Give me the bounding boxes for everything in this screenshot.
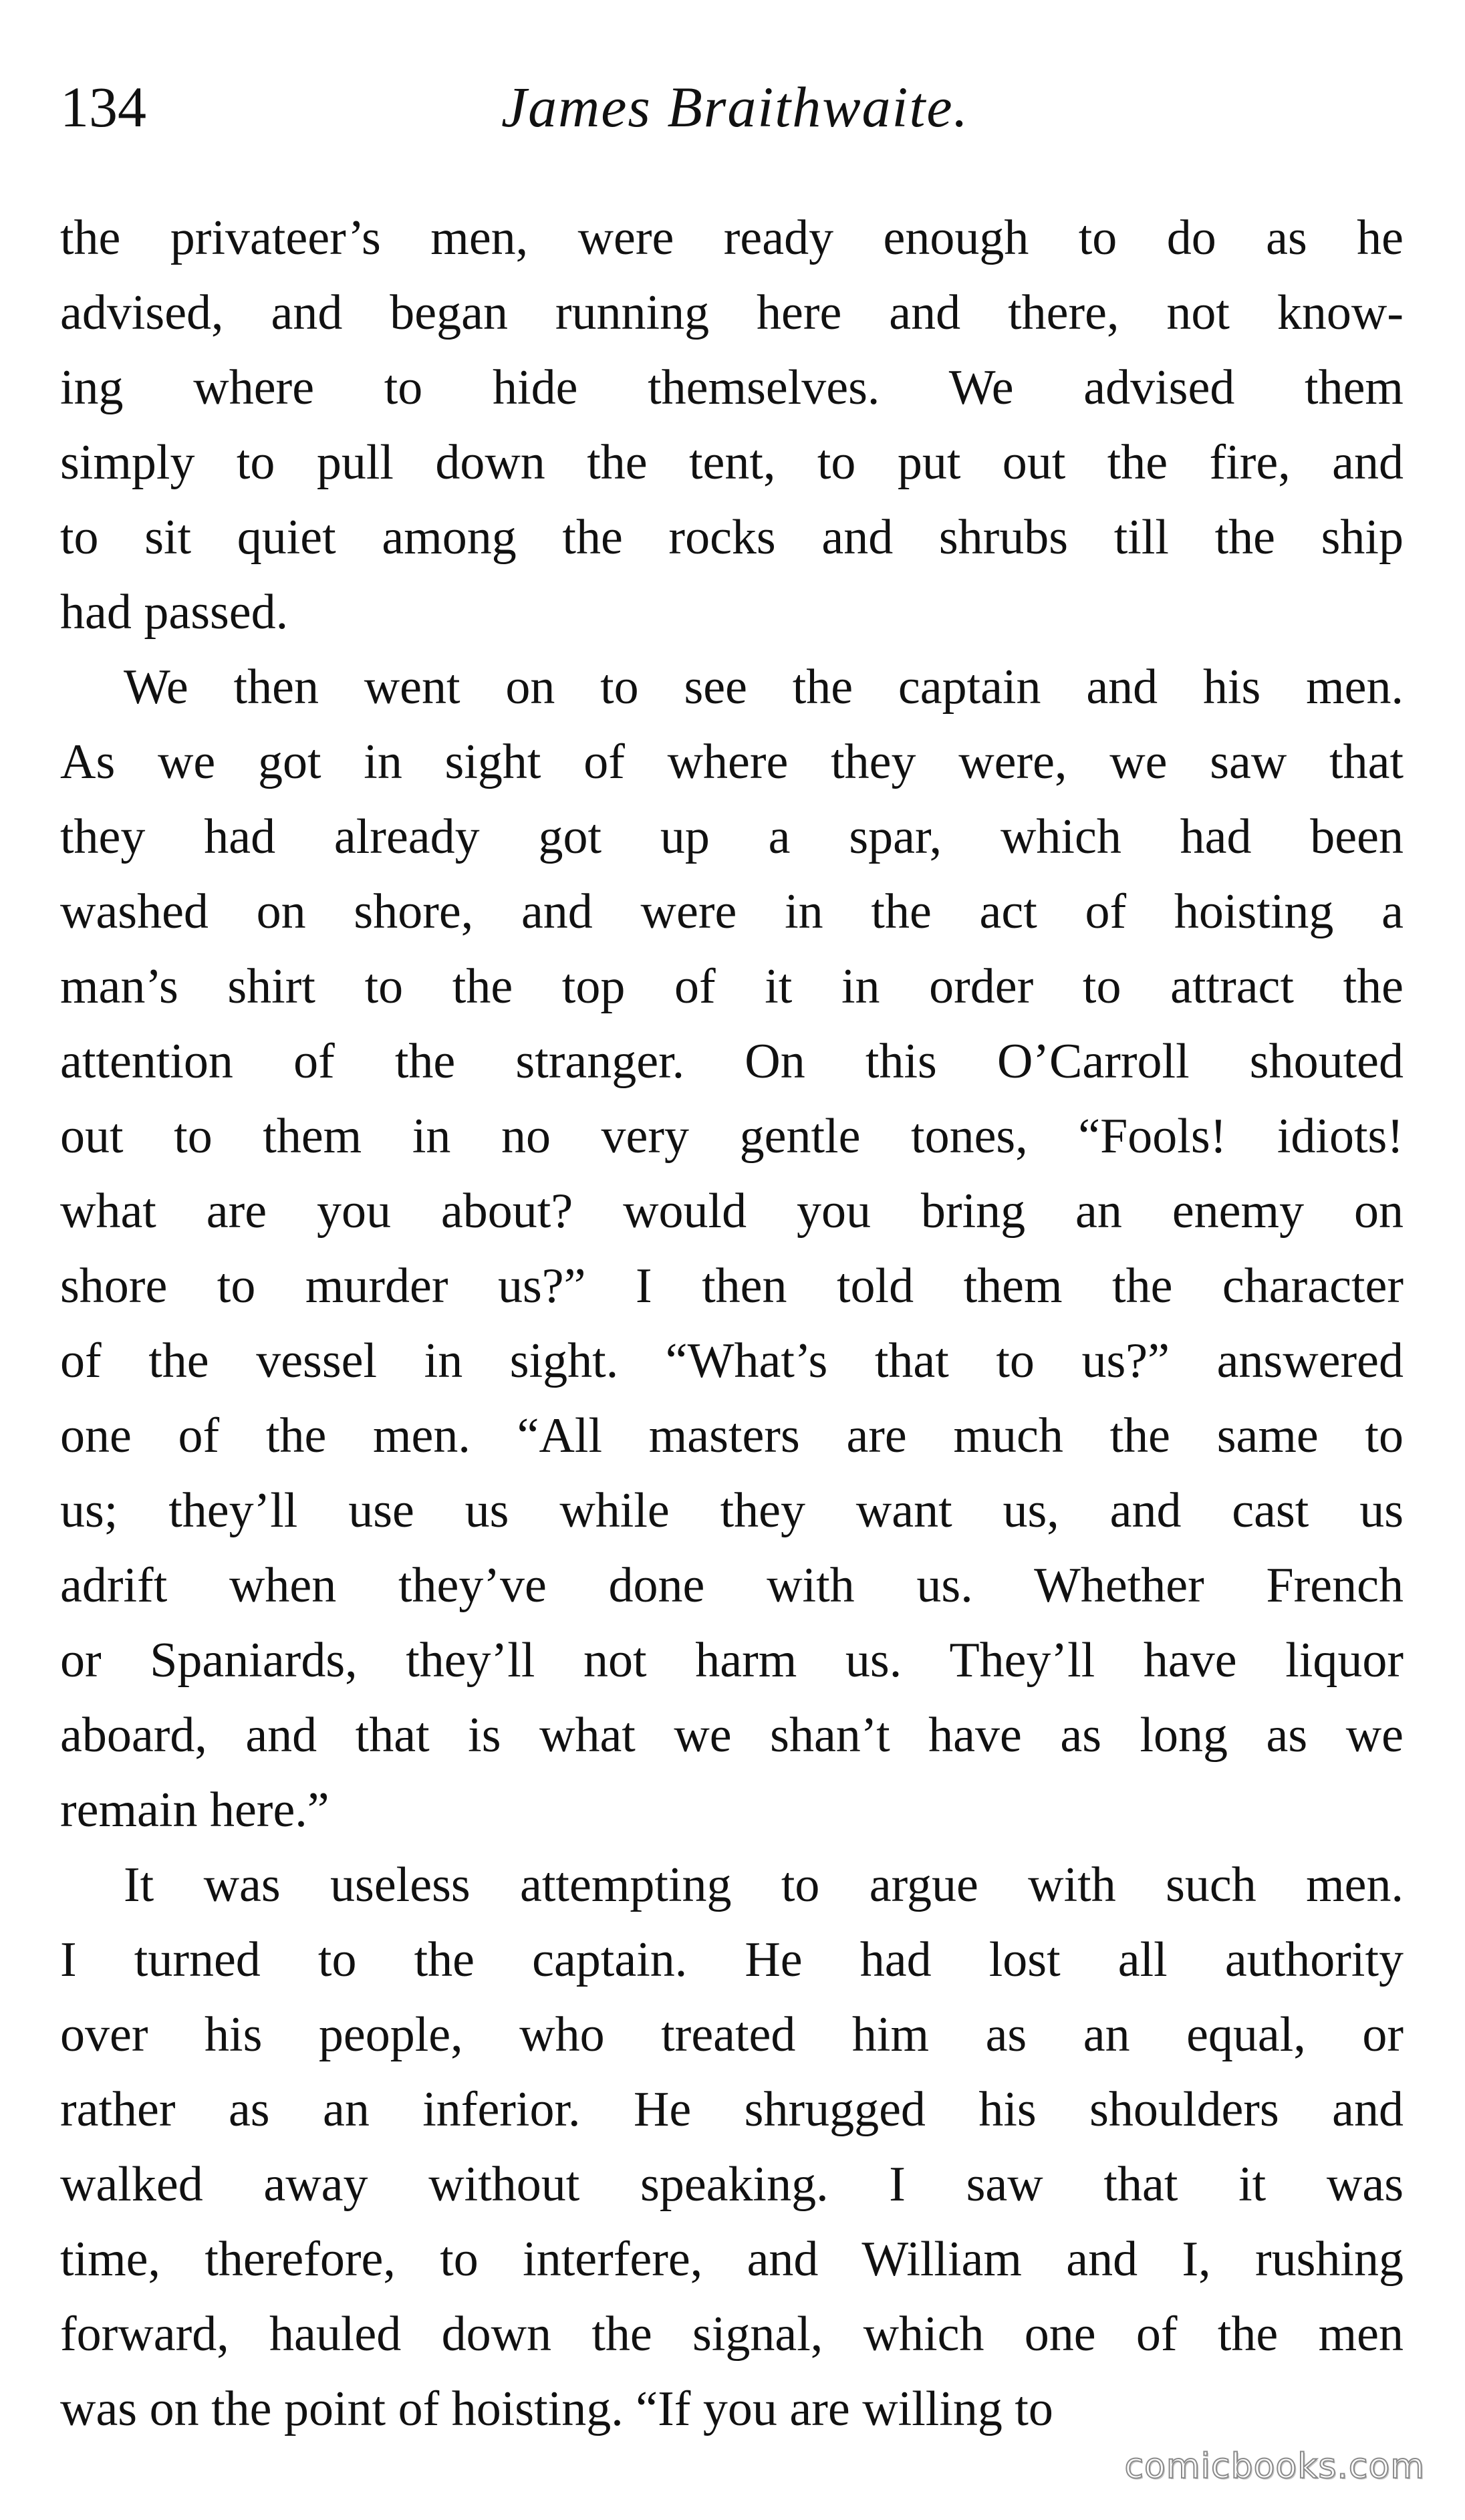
text-line: It was useless attempting to argue with such men. [124,1858,1404,1912]
text-line: us; they’ll use us while they want us, and cast us [60,1483,1404,1538]
text-line: had passed. [60,585,289,640]
text-line: forward, hauled down the signal, which one of the men [60,2307,1404,2362]
text-line: As we got in sight of where they were, we saw that [60,735,1404,789]
text-line: out to them in no very gentle tones, “Fools! idiots! [60,1109,1404,1164]
text-line: or Spaniards, they’ll not harm us. They’ll have liquor [60,1633,1404,1688]
paragraph [60,201,1404,650]
text-line: to sit quiet among the rocks and shrubs till the ship [60,510,1404,565]
paragraph [60,1848,1404,2446]
page-number: 134 [60,75,146,139]
text-line: the privateer’s men, were ready enough to do as he [60,211,1404,265]
text-line: what are you about? would you bring an enemy on [60,1184,1404,1239]
watermark: comicbooks.com [1124,2446,1425,2487]
text-line: over his people, who treated him as an equal, or [60,2007,1404,2062]
text-line: one of the men. “All masters are much the same to [60,1408,1404,1463]
text-line: they had already got up a spar, which had been [60,809,1404,864]
text-line: shore to murder us?” I then told them the character [60,1259,1404,1313]
body-text [60,201,1404,2446]
paragraph [60,650,1404,1848]
text-line: attention of the stranger. On this O’Carroll shouted [60,1034,1404,1089]
text-line: washed on shore, and were in the act of hoisting a [60,884,1404,939]
running-title: James Braithwaite. [501,75,970,139]
text-line: advised, and began running here and there, not know- [60,285,1404,340]
text-line: We then went on to see the captain and his men. [124,660,1404,715]
text-line: was on the point of hoisting. “If you are willing to [60,2382,1053,2436]
text-line: man’s shirt to the top of it in order to attract the [60,959,1404,1014]
text-line: I turned to the captain. He had lost all authority [60,1932,1404,1987]
text-line: simply to pull down the tent, to put out the fire, and [60,435,1404,490]
text-line: remain here.” [60,1783,329,1838]
text-line: adrift when they’ve done with us. Whether French [60,1558,1404,1613]
text-line: ing where to hide themselves. We advised them [60,360,1404,415]
text-line: aboard, and that is what we shan’t have as long as we [60,1708,1404,1763]
text-line: time, therefore, to interfere, and William and I, rushing [60,2232,1404,2287]
page-header [60,67,1410,147]
text-line: rather as an inferior. He shrugged his shoulders and [60,2082,1404,2137]
text-line: of the vessel in sight. “What’s that to us?” answered [60,1334,1404,1388]
text-line: walked away without speaking. I saw that it was [60,2157,1404,2212]
